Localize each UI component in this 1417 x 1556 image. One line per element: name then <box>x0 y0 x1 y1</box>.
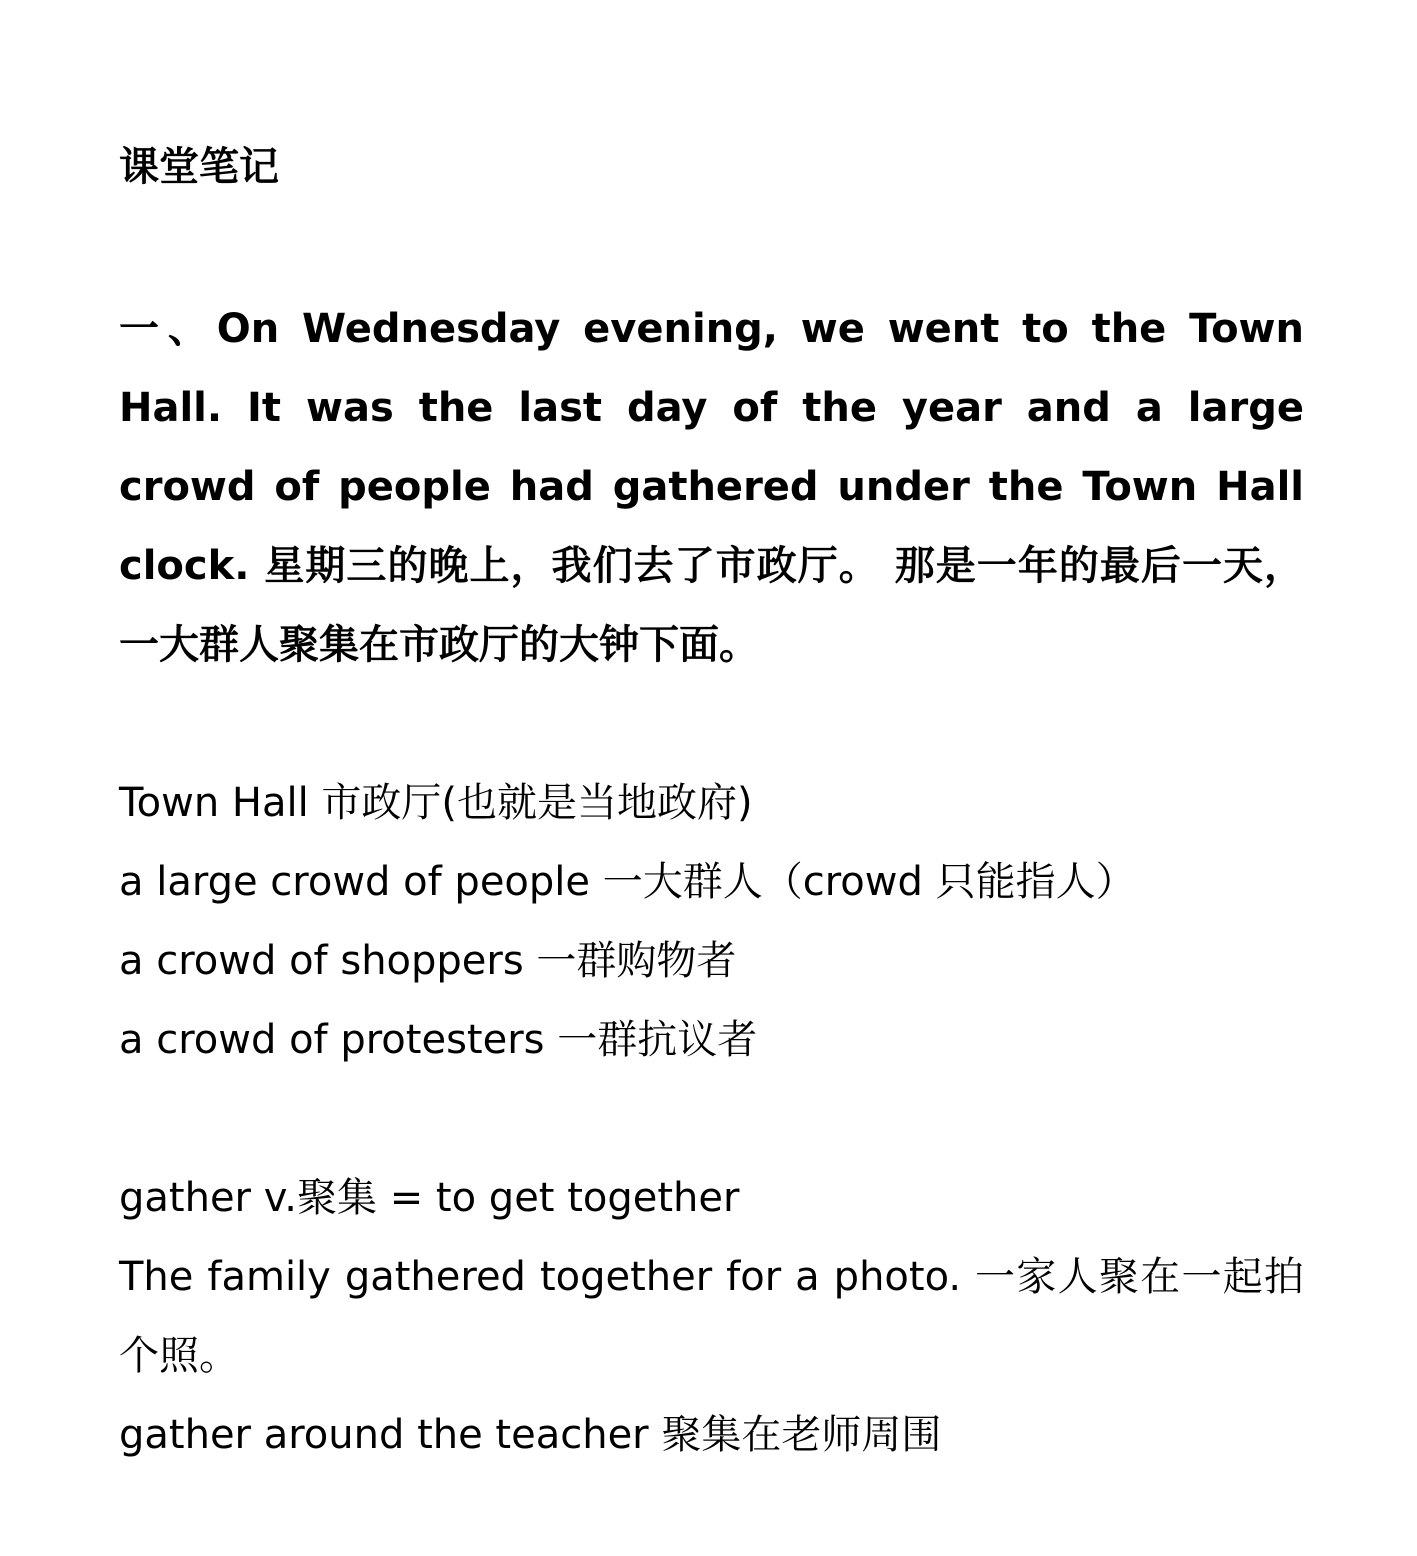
spacer <box>119 202 1304 290</box>
vocab-town-hall: Town Hall 市政厅(也就是当地政府) <box>119 780 753 826</box>
vocab-large-crowd: a large crowd of people 一大群人（crowd 只能指人） <box>119 859 1136 905</box>
vocab-gather-phrase: gather around the teacher 聚集在老师周围 <box>119 1412 942 1458</box>
document-title: 课堂笔记 <box>119 144 279 190</box>
spacer <box>119 1080 1304 1159</box>
vocab-gather-definition: gather v.聚集 = to get together <box>119 1175 740 1221</box>
passage-paragraph: 一、On Wednesday evening, we went to the Town Hall. It was the last day of the year and a large crowd of people had gathered under the Town Hall clock. 星期三的晚上，我们去了市政厅。 那是一年的最后一天，一大群人聚集在市政厅的大钟下面。 <box>119 306 1304 668</box>
spacer <box>119 685 1304 764</box>
document-page <box>119 132 1304 1475</box>
vocab-gather-example: The family gathered together for a photo. 一家人聚在一起拍个照。 <box>119 1254 1304 1379</box>
vocab-crowd-protesters: a crowd of protesters 一群抗议者 <box>119 1017 758 1063</box>
vocab-notes <box>119 764 1304 1475</box>
vocab-crowd-shoppers: a crowd of shoppers 一群购物者 <box>119 938 737 984</box>
